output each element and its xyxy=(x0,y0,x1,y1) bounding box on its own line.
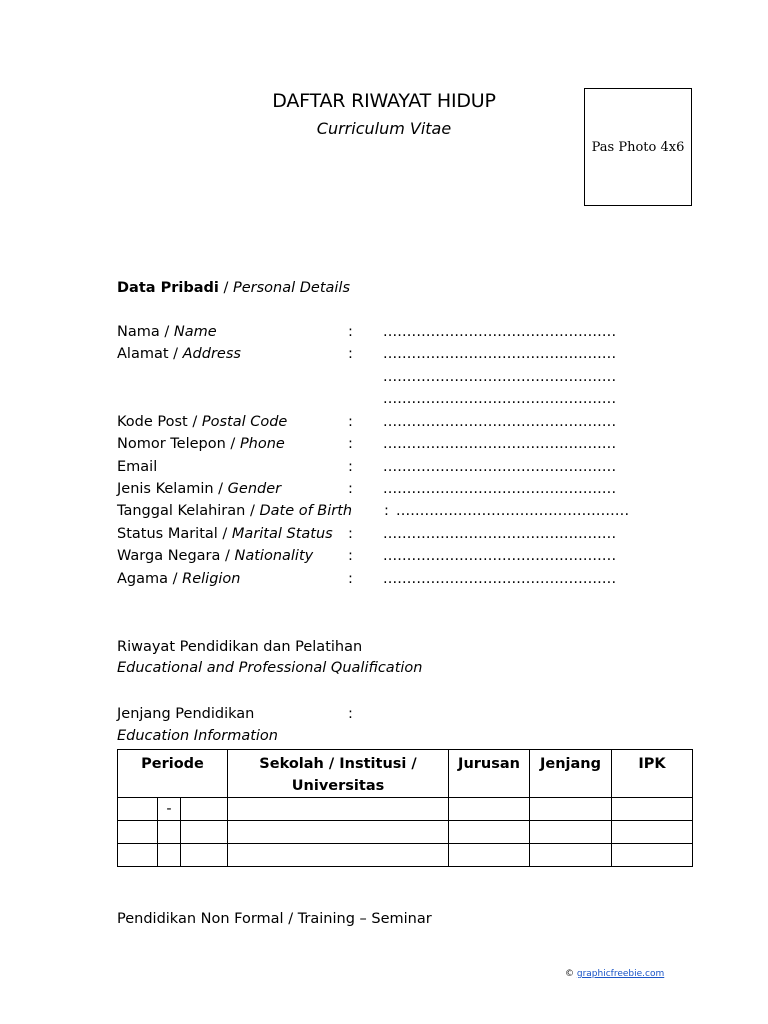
table-row xyxy=(118,798,693,821)
field-label-en: Marital Status xyxy=(231,526,333,542)
field-label-id: Alamat xyxy=(117,346,169,362)
table-cell[interactable] xyxy=(449,798,530,821)
table-cell[interactable] xyxy=(181,821,228,844)
field-colon: : xyxy=(348,706,353,722)
photo-label: Pas Photo 4x6 xyxy=(591,139,685,155)
field-value-blank[interactable]: ................................................. xyxy=(383,391,617,407)
field-value-blank[interactable]: ................................................. xyxy=(383,459,617,475)
field-colon: : xyxy=(348,526,353,542)
field-label xyxy=(117,436,285,452)
education-table xyxy=(117,749,693,867)
field-label-en: Date of Birth xyxy=(259,503,353,519)
field-label-id: Agama xyxy=(117,571,169,587)
education-level-en: Education Information xyxy=(117,728,278,744)
personal-heading-en: Personal Details xyxy=(232,280,351,296)
column-header-institution: Sekolah / Institusi / Universitas xyxy=(228,750,449,798)
footer-credit xyxy=(565,969,664,979)
field-row-address-line3 xyxy=(117,391,677,413)
field-colon: : xyxy=(348,324,353,340)
table-cell[interactable] xyxy=(530,844,612,867)
footer-link[interactable]: graphicfreebie.com xyxy=(576,969,665,979)
period-dash-cell: - xyxy=(158,798,181,821)
table-cell[interactable] xyxy=(530,821,612,844)
field-value-blank[interactable]: ................................................. xyxy=(396,503,630,519)
column-header-major: Jurusan xyxy=(449,750,530,798)
field-label xyxy=(117,414,287,430)
field-label-id: Email xyxy=(117,459,158,475)
field-value-blank[interactable]: ................................................. xyxy=(383,481,617,497)
table-cell[interactable] xyxy=(228,844,449,867)
field-label-sep: / xyxy=(217,526,232,542)
field-value-blank[interactable]: ................................................. xyxy=(383,548,617,564)
field-row-phone xyxy=(117,436,677,458)
field-row-marital-status xyxy=(117,526,677,548)
field-row-email xyxy=(117,459,677,481)
field-row-gender xyxy=(117,481,677,503)
field-row-address-line2 xyxy=(117,369,677,391)
personal-heading-sep: / xyxy=(218,280,233,296)
field-colon: : xyxy=(348,459,353,475)
table-cell[interactable] xyxy=(158,844,181,867)
field-row-name xyxy=(117,324,677,346)
education-level-row xyxy=(117,706,677,728)
field-label xyxy=(117,571,241,587)
field-label xyxy=(117,459,157,475)
field-colon: : xyxy=(348,548,353,564)
personal-details-heading xyxy=(117,280,350,296)
field-label xyxy=(117,548,313,564)
field-label-en: Religion xyxy=(182,571,241,587)
field-label-en: Address xyxy=(182,346,241,362)
document-subtitle: Curriculum Vitae xyxy=(316,119,452,138)
field-row-date-of-birth xyxy=(117,503,677,525)
field-label-sep: / xyxy=(245,503,260,519)
table-cell[interactable] xyxy=(181,798,228,821)
table-row xyxy=(118,821,693,844)
personal-heading-id: Data Pribadi xyxy=(117,280,219,296)
field-label-en: Postal Code xyxy=(201,414,288,430)
education-heading-id: Riwayat Pendidikan dan Pelatihan xyxy=(117,639,363,655)
field-row-religion xyxy=(117,571,677,593)
field-colon: : xyxy=(384,503,389,519)
field-value-blank[interactable]: ................................................. xyxy=(383,526,617,542)
field-label xyxy=(117,346,241,362)
field-label-en: Name xyxy=(173,324,217,340)
field-colon: : xyxy=(348,436,353,452)
table-cell[interactable] xyxy=(449,821,530,844)
field-row-postal-code xyxy=(117,414,677,436)
field-colon: : xyxy=(348,346,353,362)
column-header-period: Periode xyxy=(118,750,228,798)
field-label-id: Warga Negara xyxy=(117,548,221,564)
column-header-level: Jenjang xyxy=(530,750,612,798)
table-cell[interactable] xyxy=(118,821,158,844)
field-colon: : xyxy=(348,414,353,430)
field-label-en: Gender xyxy=(227,481,282,497)
field-label-id: Nomor Telepon xyxy=(117,436,226,452)
table-cell[interactable] xyxy=(612,821,693,844)
field-label-sep: / xyxy=(187,414,202,430)
field-label-sep: / xyxy=(159,324,174,340)
field-value-blank[interactable]: ................................................. xyxy=(383,324,617,340)
field-label-sep: / xyxy=(225,436,240,452)
document-title: DAFTAR RIWAYAT HIDUP xyxy=(272,90,496,112)
table-cell[interactable] xyxy=(228,821,449,844)
field-label xyxy=(117,526,333,542)
table-cell[interactable] xyxy=(449,844,530,867)
table-cell[interactable] xyxy=(612,798,693,821)
field-value-blank[interactable]: ................................................. xyxy=(383,436,617,452)
field-label xyxy=(117,324,217,340)
column-header-gpa: IPK xyxy=(612,750,693,798)
table-cell[interactable] xyxy=(158,821,181,844)
table-cell[interactable] xyxy=(530,798,612,821)
field-value-blank[interactable]: ................................................. xyxy=(383,414,617,430)
field-value-blank[interactable]: ................................................. xyxy=(383,571,617,587)
field-row-address xyxy=(117,346,677,368)
field-label-id: Nama xyxy=(117,324,160,340)
field-label-sep: / xyxy=(168,346,183,362)
nonformal-heading: Pendidikan Non Formal / Training – Seminar xyxy=(117,911,432,927)
table-cell[interactable] xyxy=(228,798,449,821)
field-label xyxy=(117,503,352,519)
education-heading-en: Educational and Professional Qualification xyxy=(117,660,423,676)
field-label xyxy=(117,481,281,497)
field-label-id: Status Marital xyxy=(117,526,218,542)
table-row xyxy=(118,844,693,867)
table-cell[interactable] xyxy=(181,844,228,867)
education-level-label: Jenjang Pendidikan xyxy=(117,706,255,722)
field-label-id: Kode Post xyxy=(117,414,188,430)
table-cell[interactable] xyxy=(118,798,158,821)
field-value-blank[interactable]: ................................................. xyxy=(383,369,617,385)
photo-placeholder xyxy=(584,88,692,206)
table-header-row xyxy=(118,750,693,798)
field-label-en: Nationality xyxy=(234,548,314,564)
field-label-sep: / xyxy=(220,548,235,564)
field-label-sep: / xyxy=(213,481,228,497)
education-heading xyxy=(117,639,362,655)
table-cell[interactable] xyxy=(612,844,693,867)
field-label-en: Phone xyxy=(239,436,285,452)
field-label-sep: / xyxy=(168,571,183,587)
field-label-id: Jenis Kelamin xyxy=(117,481,214,497)
field-label-id: Tanggal Kelahiran xyxy=(117,503,246,519)
table-cell[interactable] xyxy=(118,844,158,867)
field-value-blank[interactable]: ................................................. xyxy=(383,346,617,362)
field-colon: : xyxy=(348,571,353,587)
field-row-nationality xyxy=(117,548,677,570)
copyright-symbol: © xyxy=(565,969,574,979)
field-colon: : xyxy=(348,481,353,497)
